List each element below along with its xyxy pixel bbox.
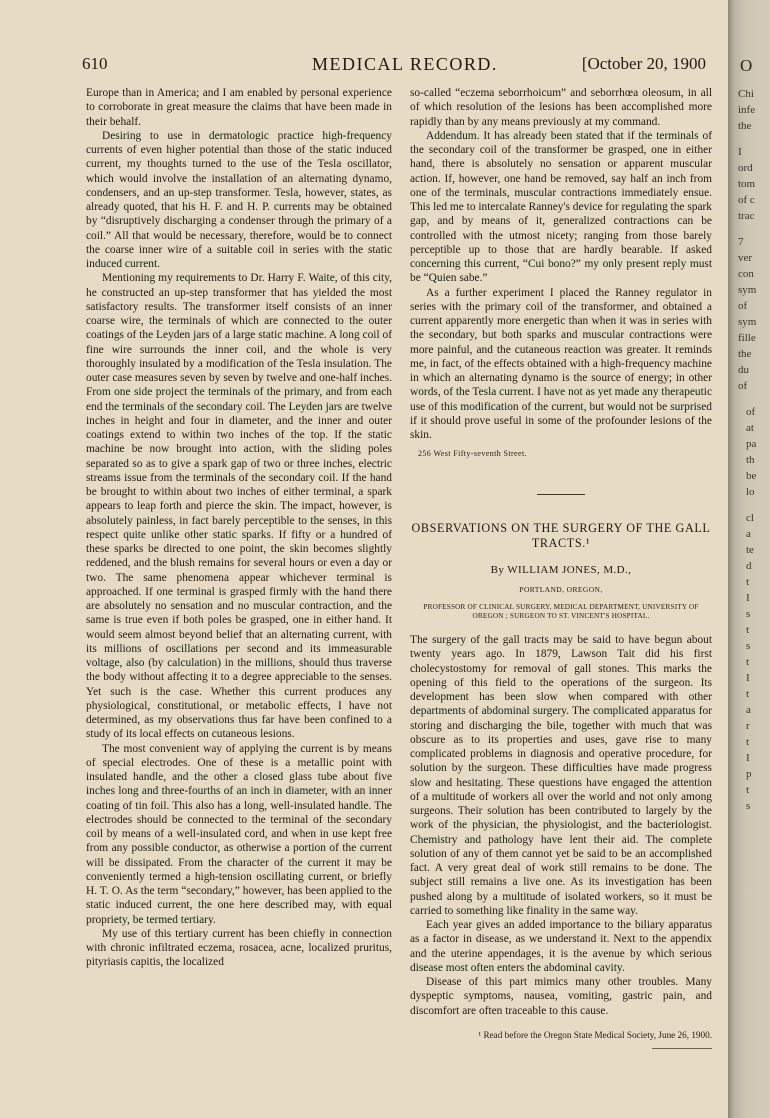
adjacent-text-fragment: t (746, 624, 750, 636)
adjacent-text-fragment: s (746, 640, 751, 652)
author-address: 256 West Fifty-seventh Street. (418, 449, 527, 459)
issue-date: [October 20, 1900 (581, 54, 706, 73)
adjacent-text-fragment: I (746, 752, 750, 764)
paragraph: The most convenient way of applying the current is by means of special electrodes. One of these is a metallic point with insulated handle, and the other a closed glass tube about five inches long and three-fourths of an inch in diameter, with an inner coating of tin foil. This also has a long, well-insulated handle. The electrodes should be connected to the terminal of the secondary coil by means of a well-insulated cord, and when in use kept free from any possible conductor, as otherwise a portion of the current will be dissipated. From the character of the current it may be conveniently termed a high-tension oscillating current, or briefly H. T. O. As the term “secondary,” however, has been applied to the static induced current, the one here described may, with equal propriety, be termed tertiary. (86, 742, 392, 926)
adjacent-text-fragment: t (746, 656, 750, 668)
right-column (410, 86, 712, 1049)
adjacent-text-fragment: fille (738, 332, 756, 344)
journal-title: MEDICAL RECORD. (312, 54, 498, 74)
adjacent-text-fragment: of c (738, 194, 755, 206)
paragraph: As a further experiment I placed the Ranney regulator in series with the primary coil of the transformer, and obtained a current apparently more energetic than when it was in series with the secondary, but both sparks and muscular contractions were more painful, and the cutaneous reaction was greater. It reminds me, in fact, of the effects obtained with a high-frequency machine in which an alternating dynamo is the source of energy; in other words, of the Tesla current. I have not as yet made any therapeutic use of this modification of the current, but would not be surprised if it should prove useful in some of the profounder lesions of the skin. (410, 286, 712, 441)
article-author: By WILLIAM JONES, M.D., (490, 563, 632, 576)
adjacent-text-fragment: ord (738, 162, 753, 174)
adjacent-text-fragment: I (746, 672, 750, 684)
adjacent-text-fragment: du (738, 364, 749, 376)
adjacent-text-fragment: a (746, 704, 751, 716)
adjacent-text-fragment: lo (746, 486, 755, 498)
adjacent-text-fragment: sym (738, 284, 757, 296)
adjacent-text-fragment: s (746, 608, 751, 620)
adjacent-text-fragment: of (738, 380, 748, 392)
adjacent-text-fragment: trac (738, 210, 755, 222)
adjacent-text-fragment: t (746, 688, 750, 700)
section-divider (537, 494, 585, 495)
page-header (82, 52, 706, 78)
author-affiliation: PROFESSOR OF CLINICAL SURGERY, MEDICAL DEPARTMENT, UNIVERSITY OF OREGON ; SURGEON TO ST. VINCENT'S HOSPITAL. (423, 603, 699, 620)
adjacent-text-fragment: con (738, 268, 754, 280)
adjacent-text-fragment: Chi (738, 88, 754, 100)
adjacent-text-fragment: be (746, 470, 757, 482)
paragraph: so-called “eczema seborrhoicum” and seborrhœa oleosum, in all of which resolution of the lesions has been accomplished more rapidly than by any means previously at my command. (410, 87, 712, 128)
adjacent-text-fragment: cl (746, 512, 754, 524)
adjacent-text-fragment: I (746, 592, 750, 604)
adjacent-text-fragment: the (738, 348, 752, 360)
adjacent-text-fragment: ver (738, 252, 753, 264)
adjacent-text-fragment: pa (746, 438, 757, 450)
adjacent-text-fragment: infe (738, 104, 756, 116)
paragraph: My use of this tertiary current has been chiefly in connection with chronic infiltrated eczema, rosacea, acne, localized pruritus, pityriasis capitis, the localized (86, 927, 392, 969)
adjacent-text-fragment: of (746, 406, 756, 418)
adjacent-text-fragment: t (746, 576, 750, 588)
paragraph: The surgery of the gall tracts may be said to have begun about twenty years ago. In 1879, Lawson Tait did his first cholecystostomy for removal of gall stones. This marks the opening of this field to the operations of the surgeon. Its development has been slow when compared with other departments of abdominal surgery. The complicated apparatus for storing and discharging the bile, together with much that was obscure as to its properties and uses, gave rise to many complicated problems in diagnosis and operative procedure, for solution by the surgeon. These difficulties have made progress slow and hesitating. These questions have engaged the attention of a multitude of workers all over the world and not only among surgeons. Their solution has been contributed to largely by the work of the physician, the physiologist, and the bacteriologist. Chemistry and pathology have lent their aid. The complete solution of any of them cannot yet be said to be an accomplished fact. A very great deal of work still remains to be done. The subject still remains a live one. As its investigation has been pushed along by a multitude of isolated workers, so it must be carried to something like finality in the same way. (410, 634, 712, 917)
adjacent-text-fragment: s (746, 800, 751, 812)
adjacent-page-edge (728, 0, 770, 1118)
footnote: ¹ Read before the Oregon State Medical Society, June 26, 1900. (478, 1029, 712, 1040)
article-title: OBSERVATIONS ON THE SURGERY OF THE GALL TRACTS.¹ (411, 520, 711, 550)
adjacent-text-fragment: d (746, 560, 752, 572)
adjacent-text-fragment: t (746, 736, 750, 748)
footnote-rule (652, 1048, 712, 1049)
adjacent-text-fragment: r (746, 720, 750, 732)
adjacent-text-fragment: sym (738, 316, 757, 328)
paragraph: Each year gives an added importance to the biliary apparatus as a factor in disease, as we understand it. Next to the appendix and the uterine appendages, it is the avenue by which serious disease most often enters the abdominal cavity. (410, 919, 712, 974)
author-location: PORTLAND, OREGON, (519, 584, 603, 594)
adjacent-text-fragment: te (746, 544, 754, 556)
paragraph: Desiring to use in dermatologic practice high-frequency currents of even higher potential than those of the static induced current, my thoughts turned to the use of the Tesla oscillator, which would involve the installation of an alternating dynamo, condensers, and an up-step transformer. Tesla, however, states, as already quoted, that his H. F. and H. P. currents may be obtained by “disruptively discharging a condenser through the primary of a coil.” All that would be necessary, therefore, would be to connect the coarse inner wire of a suitable coil in series with the static induced current. (86, 129, 392, 270)
adjacent-text-fragment: of (738, 300, 748, 312)
adjacent-text-fragment: t (746, 784, 750, 796)
adjacent-text-fragment: at (746, 422, 754, 434)
paragraph: Addendum. It has already been stated that if the terminals of the secondary coil of the transformer be grasped, one in either hand, there is absolutely no sensation or apparent muscular action. If, however, one hand be removed, say half an inch from one of the terminals, muscular contractions immediately ensue. This led me to intercalate Ranney's device for regulating the spark gap, and by means of it, generalized contractions can be controlled with the utmost nicety; ranging from those barely perceptible up to those that are hardly bearable. If asked concerning this current, “Cui bono?” my only present reply must be “Quien sabe.” (410, 129, 712, 285)
adjacent-text-fragment: 7 (738, 236, 744, 248)
adjacent-text-fragment: th (746, 454, 755, 466)
adjacent-text-fragment: the (738, 120, 752, 132)
adjacent-text-fragment: p (746, 768, 752, 780)
paragraph: Mentioning my requirements to Dr. Harry F. Waite, of this city, he constructed an up-step transformer that has yielded the most satisfactory results. The transformer itself consists of an inner coarse wire, the terminals of which are connected to the outer coatings of the Leyden jars of a large static machine. A long coil of fine wire surrounds the inner coil, and the whole is very thoroughly insulated by a modification of the Tesla insulation. The outer case measures seven by seven by twelve and one-half inches. From one side project the terminals of the primary, and from each end the terminals of the secondary coil. The Leyden jars are twelve inches in height and four in diameter, and the inner and outer coatings extend to within two inches of the top. If the static machine be now brought into action, with the sliding poles separated so as to give a spark gap of two or three inches, electric streams issue from the terminals of the secondary coil. If the hand be brought to within about two inches of either terminal, a spark appears to leap forth and pierce the skin. The impact, however, is absolutely painless, in fact barely perceptible to the senses, in this respect quite unlike other static sparks. If fifty or a hundred of these sparks be directed to one point, the skin becomes slightly reddened, and the blush remains for several hours or even a day or two. The same phenomena appear whichever terminal is approached. If one terminal is grasped firmly with the hand there are absolutely no sensation and no muscular contraction, and the same is true even if both poles be grasped, one in either hand. It would seem almost beyond belief that an alternating current, with its millions of oscillations per second and its immeasurable voltage, also (by calculation) in the millions, should thus traverse the body without affecting it to a degree appreciable to the senses. Yet such is the case. Whether this current produces any physiological, constitutional, or metabolic effects, I have not determined, as my observations thus far have been confined to a study of its local effects on cutaneous lesions. (86, 272, 392, 741)
adjacent-text-fragment: I (738, 146, 742, 158)
paragraph: Disease of this part mimics many other troubles. Many dyspeptic symptoms, nausea, vomiting, gastric pain, and discomfort are often traceable to this cause. (410, 976, 712, 1017)
paragraph: Europe than in America; and I am enabled by personal experience to corroborate in great measure the claims that have been made in their behalf. (86, 87, 392, 128)
adjacent-text-fragment: a (746, 528, 751, 540)
adjacent-header-fragment: O (740, 56, 753, 75)
left-column (86, 86, 392, 970)
page-number: 610 (82, 54, 108, 73)
adjacent-text-fragment: tom (738, 178, 756, 190)
